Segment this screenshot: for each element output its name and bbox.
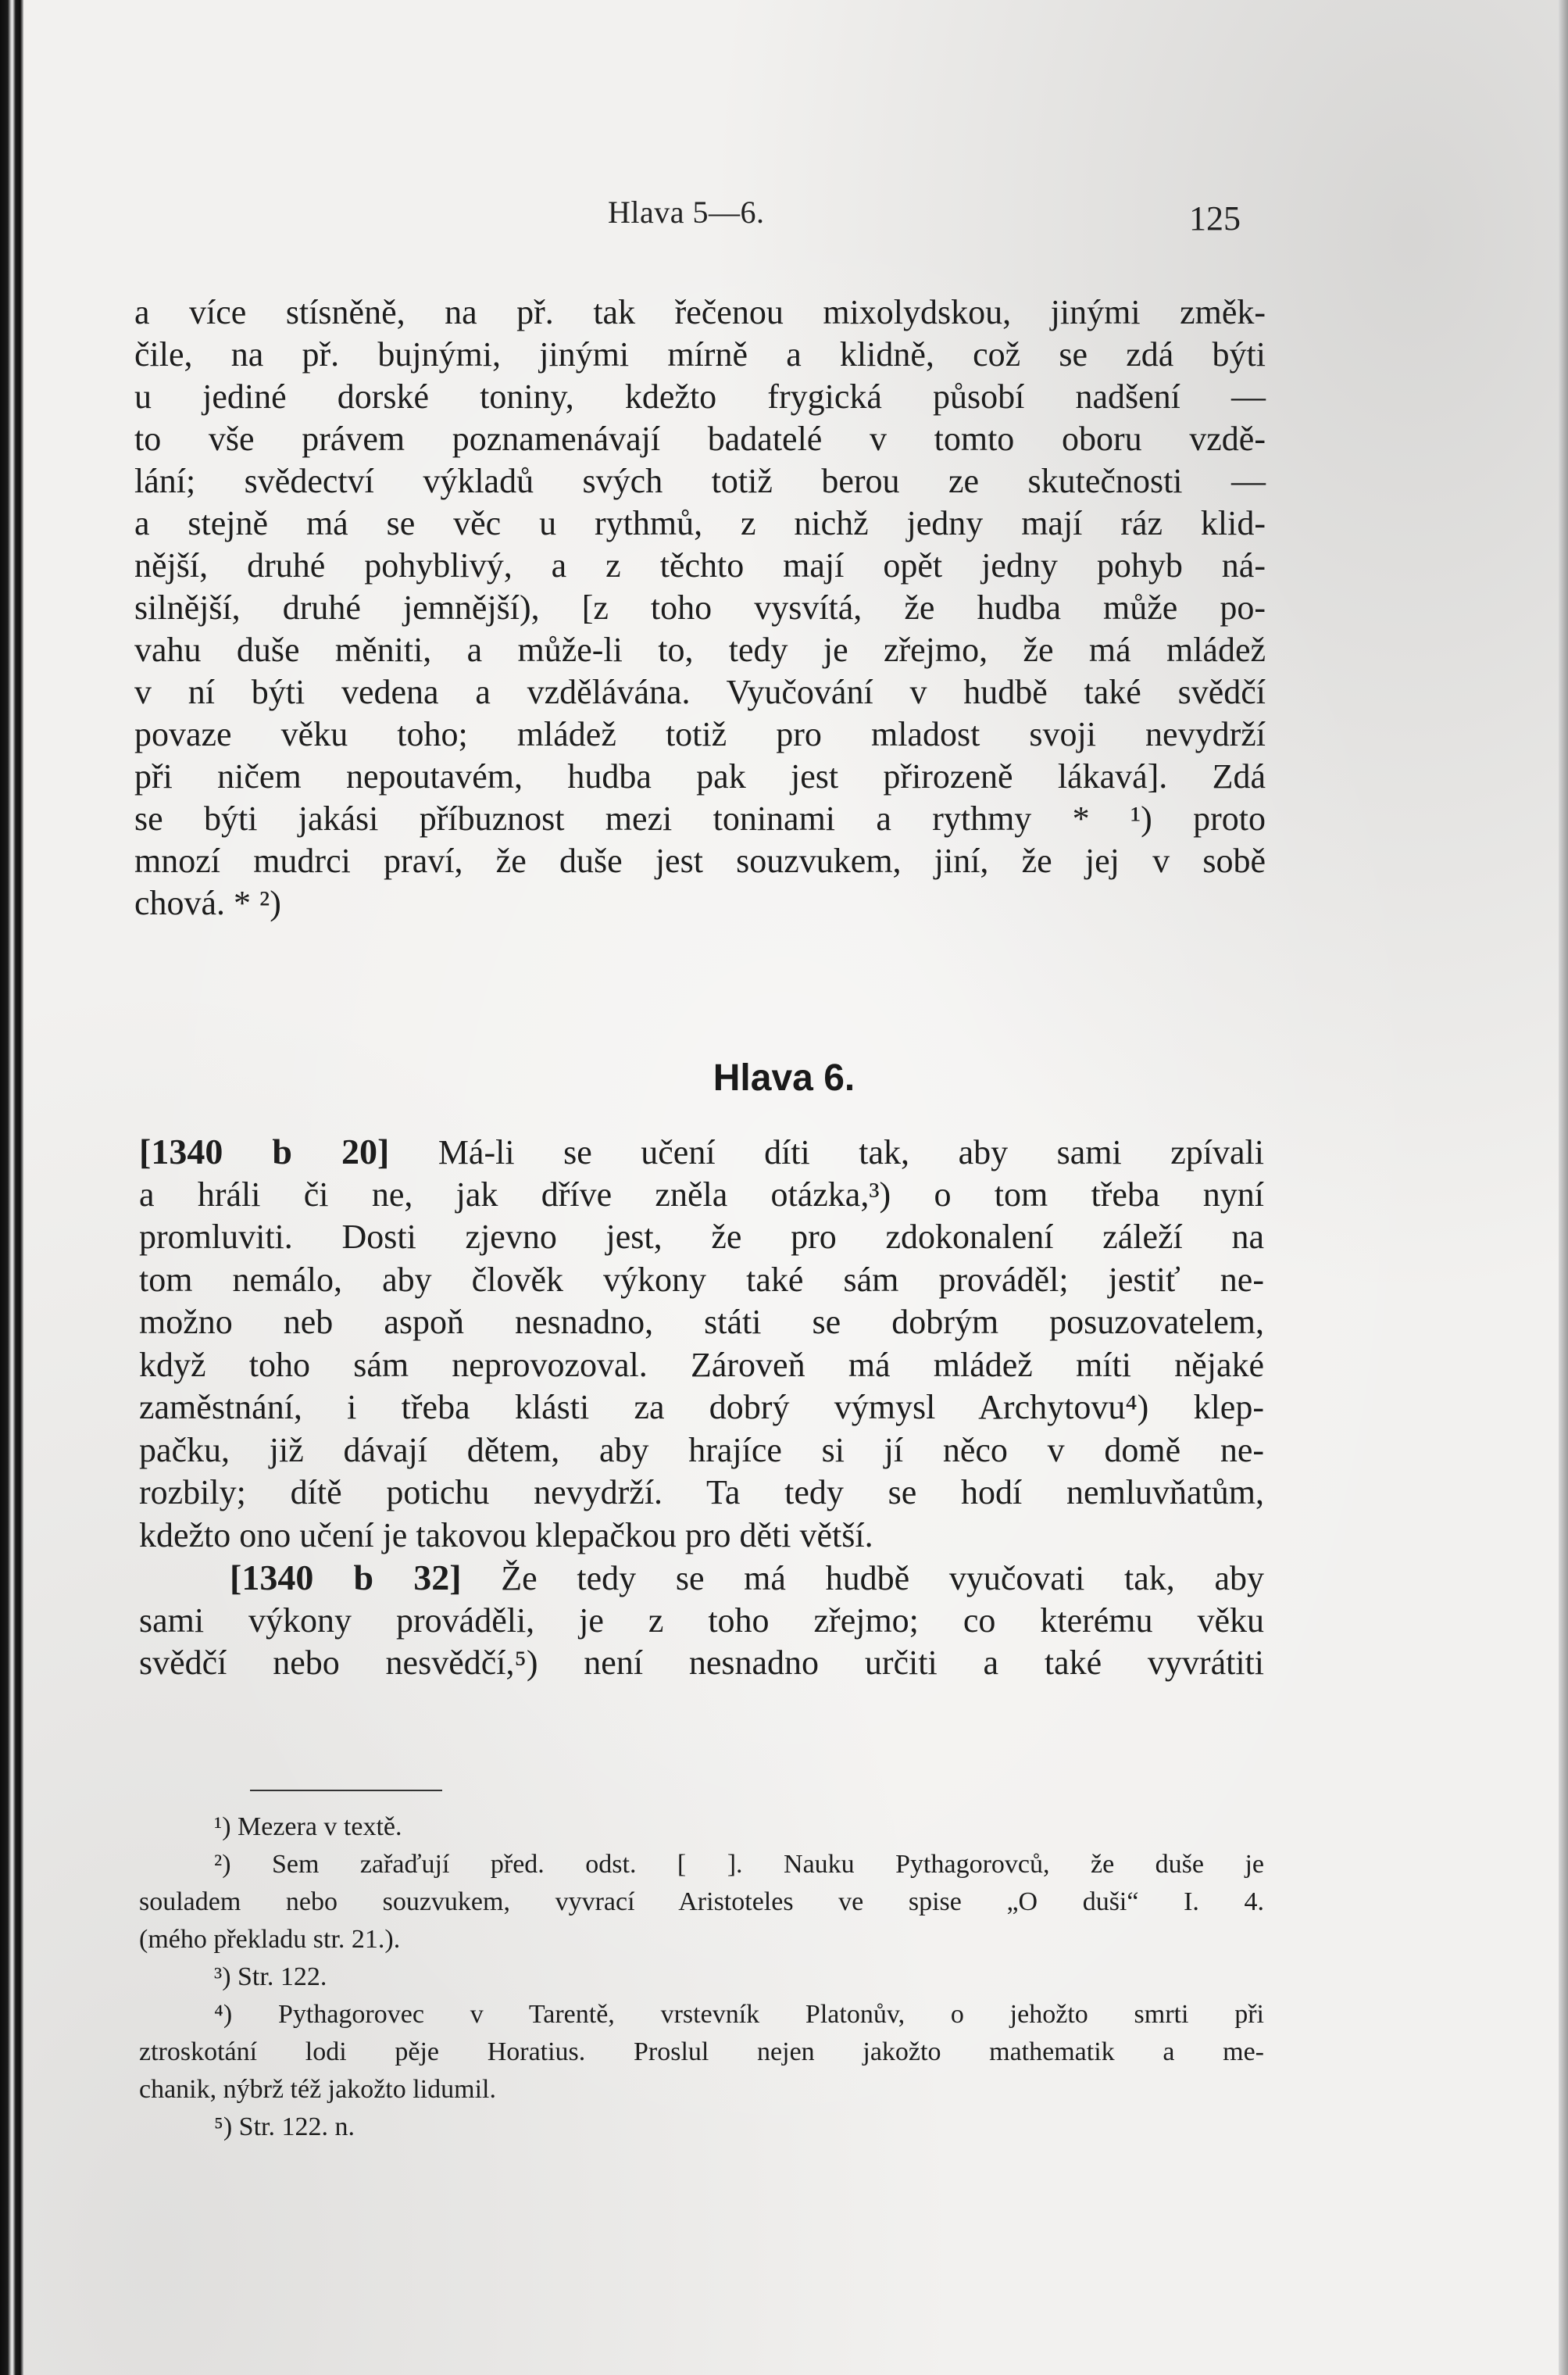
footnote-line: ¹) Mezera v textě. xyxy=(214,1812,402,1841)
text-fragment: Že tedy se má hudbě vyučovati tak, aby xyxy=(501,1559,1264,1597)
footnote-rule xyxy=(250,1790,442,1791)
page-number: 125 xyxy=(1189,199,1241,238)
body-text-continuation xyxy=(134,292,1266,925)
text-line: a hráli či ne, jak dříve zněla otázka,³) o tom třeba nyní xyxy=(139,1175,1264,1214)
book-binding-edge xyxy=(0,0,23,2375)
text-line: lání; svědectví výkladů svých totiž berou ze skutečnosti — xyxy=(134,462,1266,500)
text-line: a stejně má se věc u rythmů, z nichž jedny mají ráz klid- xyxy=(134,504,1266,542)
bekker-reference: [1340 b 20] xyxy=(139,1132,390,1171)
page-right-edge xyxy=(1559,0,1568,2375)
text-line: nější, druhé pohyblivý, a z těchto mají opět jedny pohyb ná- xyxy=(134,546,1266,585)
footnote-line: (mého překladu str. 21.). xyxy=(139,1925,401,1954)
text-line: mnozí mudrci praví, že duše jest souzvukem, jiní, že jej v sobě xyxy=(134,842,1266,880)
footnote-line: chanik, nýbrž též jakožto lidumil. xyxy=(139,2075,496,2104)
footnote-line: ztroskotání lodi pěje Horatius. Proslul nejen jakožto mathematik a me- xyxy=(139,2037,1264,2066)
footnotes xyxy=(139,1808,1264,2146)
text-line: vahu duše měniti, a může-li to, tedy je zřejmo, že má mládež xyxy=(134,631,1266,669)
running-head: Hlava 5—6. xyxy=(608,195,765,230)
text-line: a více stísněně, na př. tak řečenou mixolydskou, jinými změk- xyxy=(134,293,1266,331)
text-line: silnější, druhé jemnější), [z toho vysvítá, že hudba může po- xyxy=(134,588,1266,627)
text-line: možno neb aspoň nesnadno, státi se dobrým posuzovatelem, xyxy=(139,1303,1264,1341)
footnote-line: souladem nebo souzvukem, vyvrací Aristoteles ve spise „O duši“ I. 4. xyxy=(139,1887,1264,1916)
text-line: svědčí nebo nesvědčí,⁵) není nesnadno určiti a také vyvrátiti xyxy=(139,1644,1264,1682)
text-line: rozbily; dítě potichu nevydrží. Ta tedy se hodí nemluvňatům, xyxy=(139,1473,1264,1511)
text-fragment: Má-li se učení díti tak, aby sami zpívali xyxy=(438,1133,1264,1171)
text-line: zaměstnání, i třeba klásti za dobrý výmysl Archytovu⁴) klep- xyxy=(139,1388,1264,1426)
text-line: v ní býti vedena a vzdělávána. Vyučování v hudbě také svědčí xyxy=(134,673,1266,711)
text-line: při ničem nepoutavém, hudba pak jest přirozeně lákavá]. Zdá xyxy=(134,757,1266,796)
text-line: pačku, již dávají dětem, aby hrajíce si jí něco v domě ne- xyxy=(139,1430,1264,1469)
footnote-line: ⁴) Pythagorovec v Tarentě, vrstevník Platonův, o jehožto smrti při xyxy=(214,2000,1264,2029)
chapter-text xyxy=(139,1131,1264,1685)
text-line: chová. * ²) xyxy=(134,884,281,922)
text-line: když toho sám neprovozoval. Zároveň má mládež míti nějaké xyxy=(139,1345,1264,1384)
text-line: se býti jakási příbuznost mezi toninami a rythmy * ¹) proto xyxy=(134,799,1266,838)
footnote-line: ⁵) Str. 122. n. xyxy=(214,2112,355,2141)
text-line: čile, na př. bujnými, jinými mírně a klidně, což se zdá býti xyxy=(134,335,1266,374)
text-line: to vše právem poznamenávají badatelé v tomto oboru vzdě- xyxy=(134,420,1266,458)
paragraph-first-line xyxy=(139,1557,1264,1600)
bekker-reference: [1340 b 32] xyxy=(230,1558,462,1597)
text-line: povaze věku toho; mládež totiž pro mladost svoji nevydrží xyxy=(134,715,1266,753)
text-line: sami výkony prováděli, je z toho zřejmo; co kterému věku xyxy=(139,1601,1264,1640)
footnote-line: ³) Str. 122. xyxy=(214,1962,327,1991)
text-line: tom nemálo, aby člověk výkony také sám prováděl; jestiť ne- xyxy=(139,1260,1264,1299)
text-line: kdežto ono učení je takovou klepačkou pro děti větší. xyxy=(139,1515,873,1554)
text-line: u jediné dorské toniny, kdežto frygická působí nadšení — xyxy=(134,377,1266,416)
chapter-heading: Hlava 6. xyxy=(713,1057,855,1099)
footnote-line: ²) Sem zařaďují před. odst. [ ]. Nauku Pythagorovců, že duše je xyxy=(214,1850,1264,1879)
page-header xyxy=(0,194,1568,241)
text-line: promluviti. Dosti zjevno jest, že pro zdokonalení záleží na xyxy=(139,1218,1264,1256)
paragraph-first-line xyxy=(139,1131,1264,1174)
